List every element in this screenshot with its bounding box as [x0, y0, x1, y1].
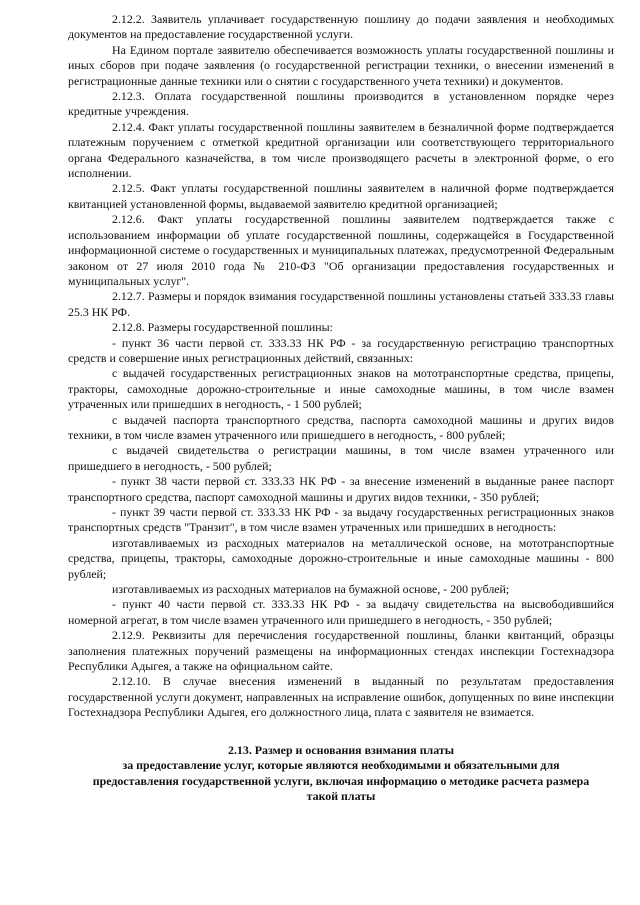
- section-heading-2-13: [68, 743, 614, 805]
- heading-line-4: такой платы: [306, 788, 376, 803]
- heading-line-2: за предоставление услуг, которые являются необходимыми и обязательными для: [122, 758, 560, 773]
- paragraph-plates-fee: с выдачей государственных регистрационных знаков на мототранспортные средства, прицепы, тракторы, самоходные дорожно-строительные и иные самоходные машины, в том числе взамен утраченных или пришедших в негодность, - 1 500 рублей;: [68, 366, 614, 412]
- paragraph-certificate-fee: с выдачей свидетельства о регистрации машины, в том числе взамен утраченного или пришедшего в негодность, - 500 рублей;: [68, 443, 614, 473]
- paragraph-2-12-7: 2.12.7. Размеры и порядок взимания государственной пошлины установлены статьей 333.33 главы 25.3 НК РФ.: [68, 289, 614, 319]
- paragraph-2-12-2: 2.12.2. Заявитель уплачивает государственную пошлину до подачи заявления и необходимых документов на предоставление государственной услуги.: [68, 12, 614, 42]
- paragraph-2-12-3: 2.12.3. Оплата государственной пошлины производится в установленном порядке через кредитные учреждения.: [68, 89, 614, 119]
- paragraph-2-12-9: 2.12.9. Реквизиты для перечисления государственной пошлины, бланки квитанций, образцы заполнения платежных поручений размещены на информационных стендах инспекции Гостехнадзора Республики Адыгея, а также на официальном сайте.: [68, 628, 614, 674]
- heading-line-1: 2.13. Размер и основания взимания платы: [228, 742, 454, 757]
- paragraph-portal-payment: На Едином портале заявителю обеспечивается возможность уплаты государственной пошлины и иных сборов при подаче заявления (о государственной регистрации техники, о внесении изменений в регистрационные данные техники или о снятии с государственного учета техники) и документов.: [68, 42, 614, 88]
- paragraph-passport-fee: с выдачей паспорта транспортного средства, паспорта самоходной машины и других видов техники, в том числе взамен утраченного или пришедшего в негодность, - 800 рублей;: [68, 412, 614, 442]
- paragraph-point-36: - пункт 36 части первой ст. 333.33 НК РФ - за государственную регистрацию транспортных средств и совершение иных регистрационных действий, связанных:: [68, 335, 614, 365]
- paragraph-paper-plates: изготавливаемых из расходных материалов на бумажной основе, - 200 рублей;: [112, 582, 510, 597]
- document-page: [68, 12, 614, 804]
- paragraph-point-39: - пункт 39 части первой ст. 333.33 НК РФ - за выдачу государственных регистрационных знаков транспортных средств "Транзит", в том числе взамен утраченных или пришедших в негодность:: [68, 505, 614, 535]
- paragraph-2-12-4: 2.12.4. Факт уплаты государственной пошлины заявителем в безналичной форме подтверждается платежным поручением с отметкой кредитной организации или соответствующего территориального органа Федерального казначейства, в том числе производящего расчеты в электронной форме, о его исполнении.: [68, 119, 614, 181]
- heading-line-3: предоставления государственной услуги, включая информацию о методике расчета размера: [92, 773, 590, 788]
- paragraph-2-12-8: 2.12.8. Размеры государственной пошлины:: [112, 320, 333, 335]
- paragraph-2-12-6: 2.12.6. Факт уплаты государственной пошлины заявителем подтверждается также с использованием информации об уплате государственной пошлины, содержащейся в Государственной информационной системе о государственных и муниципальных платежах, предусмотренной Федеральным законом от 27 июля 2010 года № 210-ФЗ "Об организации предоставления государственных и муниципальных услуг".: [68, 212, 614, 288]
- paragraph-2-12-10: 2.12.10. В случае внесения изменений в выданный по результатам предоставления государственной услуги документ, направленных на исправление ошибок, допущенных по вине инспекции Гостехнадзора Республики Адыгея, его должностного лица, плата с заявителя не взимается.: [68, 674, 614, 720]
- paragraph-point-40: - пункт 40 части первой ст. 333.33 НК РФ - за выдачу свидетельства на высвободившийся номерной агрегат, в том числе взамен утраченного или пришедшего в негодность, - 350 рублей;: [68, 597, 614, 627]
- paragraph-metal-plates: изготавливаемых из расходных материалов на металлической основе, на мототранспортные средства, прицепы, тракторы, самоходные дорожно-строительные и иные самоходные машины - 800 рублей;: [68, 535, 614, 581]
- paragraph-2-12-5: 2.12.5. Факт уплаты государственной пошлины заявителем в наличной форме подтверждается квитанцией установленной формы, выдаваемой заявителю кредитной организацией;: [68, 181, 614, 211]
- paragraph-point-38: - пункт 38 части первой ст. 333.33 НК РФ - за внесение изменений в выданные ранее паспорт транспортного средства, паспорт самоходной машины и других видов техники, - 350 рублей;: [68, 474, 614, 504]
